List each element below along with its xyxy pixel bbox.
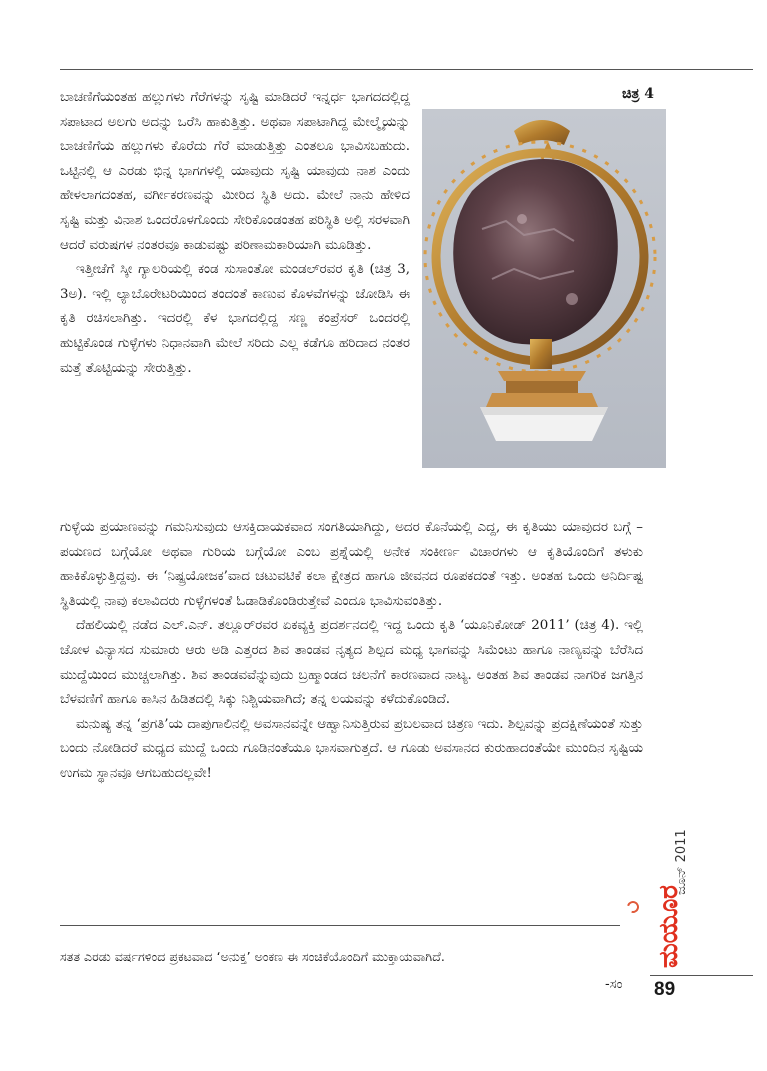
editor-note: ಸತತ ಎರಡು ವರ್ಷಗಳಿಂದ ಪ್ರಕಟವಾದ ‘ಅನುಕ್ತ’ ಅಂಕಣ ಈ ಸಂಚಿಕೆಯೊಂದಿಗೆ ಮುಕ್ತಾಯವಾಗಿದೆ.	[60, 949, 445, 964]
issue-date: ಜೂನ್ 2011	[674, 829, 689, 895]
narrow-column-text	[60, 86, 410, 381]
article-end-rule	[60, 925, 620, 926]
sculpture-illustration	[422, 109, 666, 468]
paragraph-progress-image: ಮನುಷ್ಯ ತನ್ನ ‘ಪ್ರಗತಿ’ಯ ದಾಪುಗಾಲಿನಲ್ಲಿ ಅವಸಾನವನ್ನೇ ಆಹ್ವಾನಿಸುತ್ತಿರುವ ಪ್ರಬಲವಾದ ಚಿತ್ರಣ ಇದು. ಶಿಲ್ಪವನ್ನು ಪ್ರದಕ್ಷಿಣೆಯಂತೆ ಸುತ್ತು ಬಂದು ನೋಡಿದರೆ ಮಧ್ಯದ ಮುದ್ದೆ ಒಂದು ಗೂಡಿನಂತೆಯೂ ಭಾಸವಾಗುತ್ತದೆ. ಆ ಗೂಡು ಅವಸಾನದ ಕುರುಹಾದಂತೆಯೇ ಮುಂದಿನ ಸೃಷ್ಟಿಯ ಉಗಮ ಸ್ಥಾನವೂ ಆಗಬಹುದಲ್ಲವೇ!	[60, 716, 643, 781]
page-number: 89	[654, 979, 676, 1000]
nataraja-sculpture-photo	[422, 109, 666, 468]
page-number-rule	[650, 975, 753, 976]
editor-signature: -ಸಂ	[605, 977, 623, 992]
wide-column-text	[60, 516, 643, 787]
paragraph-bubble-journey: ಗುಳ್ಳೆಯ ಪ್ರಯಾಣವನ್ನು ಗಮನಿಸುವುದು ಆಸಕ್ತಿದಾಯಕವಾದ ಸಂಗತಿಯಾಗಿದ್ದು, ಅದರ ಕೊನೆಯಲ್ಲಿ ಎದ್ದ, ಈ ಕೃತಿಯು ಯಾವುದರ ಬಗ್ಗೆ – ಪಯಣದ ಬಗ್ಗೆಯೋ ಅಥವಾ ಗುರಿಯ ಬಗ್ಗೆಯೋ ಎಂಬ ಪ್ರಶ್ನೆಯಲ್ಲಿ ಅನೇಕ ಸಂಕೀರ್ಣ ವಿಚಾರಗಳು ಆ ಕೃತಿಯೊಂದಿಗೆ ತಳುಕು ಹಾಕಿಕೊಳ್ಳುತ್ತಿದ್ದವು. ಈ ‘ನಿಷ್ಪ್ರಯೋಜಕ’ವಾದ ಚಟುವಟಿಕೆ ಕಲಾ ಕ್ಷೇತ್ರದ ಹಾಗೂ ಜೀವನದ ರೂಪಕದಂತೆ ಇತ್ತು. ಅಂತಹ ಒಂದು ಅನಿರ್ದಿಷ್ಟ ಸ್ಥಿತಿಯಲ್ಲಿ ನಾವು ಕಲಾವಿದರು ಗುಳ್ಳೆಗಳಂತೆ ಓಡಾಡಿಕೊಂಡಿರುತ್ತೇವೆ ಎಂದೂ ಭಾವಿಸುವಂತಿತ್ತು.	[60, 520, 643, 609]
paragraph-unicode-2011: ದೆಹಲಿಯಲ್ಲಿ ನಡೆದ ಎಲ್.ಎನ್. ತಲ್ಲೂರ್‌ರವರ ಏಕವ್ಯಕ್ತಿ ಪ್ರದರ್ಶನದಲ್ಲಿ ಇದ್ದ ಒಂದು ಕೃತಿ ‘ಯೂನಿಕೋಡ್ 2011’ (ಚಿತ್ರ 4). ಇಲ್ಲಿ ಚೋಳ ವಿನ್ಯಾಸದ ಸುಮಾರು ಆರು ಅಡಿ ಎತ್ತರದ ಶಿವ ತಾಂಡವ ನೃತ್ಯದ ಶಿಲ್ಪದ ಮಧ್ಯ ಭಾಗವನ್ನು ಸಿಮೆಂಟು ಹಾಗೂ ನಾಣ್ಯವನ್ನು ಬೆರೆಸಿದ ಮುದ್ದೆಯಿಂದ ಮುಚ್ಚಲಾಗಿತ್ತು. ಶಿವ ತಾಂಡವವೆನ್ನುವುದು ಬ್ರಹ್ಮಾಂಡದ ಚಲನೆಗೆ ಕಾರಣವಾದ ನಾಟ್ಯ. ಅಂತಹ ಶಿವ ತಾಂಡವ ನಾಗರಿಕ ಜಗತ್ತಿನ ಬೆಳವಣಿಗೆ ಹಾಗೂ ಕಾಸಿನ ಹಿಡಿತದಲ್ಲಿ ಸಿಕ್ಕು ನಿಶ್ಚಿಯವಾಗಿದೆ; ತನ್ನ ಲಯವನ್ನು ಕಳೆದುಕೊಂಡಿದೆ.	[60, 618, 643, 708]
magazine-masthead	[655, 820, 691, 970]
top-rule	[60, 69, 753, 70]
end-of-article-mark	[625, 899, 641, 915]
paragraph-comb-edge: ಬಾಚಣಿಗೆಯಂತಹ ಹಲ್ಲುಗಳು ಗೆರೆಗಳನ್ನು ಸೃಷ್ಟಿ ಮಾಡಿದರೆ ಇನ್ನರ್ಧ ಭಾಗದದಲ್ಲಿದ್ದ ಸಪಾಟಾದ ಅಲಗು ಅದನ್ನು ಒರೆಸಿ ಹಾಕುತ್ತಿತ್ತು. ಅಥವಾ ಸಪಾಟಾಗಿದ್ದ ಮೇಲ್ಮೈಯನ್ನು ಬಾಚಣಿಗೆಯ ಹಲ್ಲುಗಳು ಕೊರೆದು ಗೆರೆ ಮಾಡುತ್ತಿತ್ತು ಎಂತಲೂ ಭಾವಿಸಬಹುದು. ಒಟ್ಟಿನಲ್ಲಿ ಆ ಎರಡು ಭಿನ್ನ ಭಾಗಗಳಲ್ಲಿ ಯಾವುದು ಸೃಷ್ಟಿ ಯಾವುದು ನಾಶ ಎಂದು ಹೇಳಲಾಗದಂತಹ, ವರ್ಗೀಕರಣವನ್ನು ಮೀರಿದ ಸ್ಥಿತಿ ಅದು. ಮೇಲೆ ನಾನು ಹೇಳಿದ ಸೃಷ್ಟಿ ಮತ್ತು ವಿನಾಶ ಒಂದರೊಳಗೊಂದು ಸೇರಿಕೊಂಡಂತಹ ಪರಿಸ್ಥಿತಿ ಅಲ್ಲಿ ಸರಳವಾಗಿ ಆದರೆ ವರುಷಗಳ ನಂತರವೂ ಕಾಡುವಷ್ಟು ಪರಿಣಾಮಕಾರಿಯಾಗಿ ಮೂಡಿತ್ತು.	[60, 90, 410, 253]
paragraph-bubble-artwork: ಇತ್ತೀಚೆಗೆ ಸ್ಕೀ ಗ್ಯಾಲರಿಯಲ್ಲಿ ಕಂಡ ಸುಸಾಂತೋ ಮಂಡಲ್‌ರವರ ಕೃತಿ (ಚಿತ್ರ 3, 3ಅ). ಇಲ್ಲಿ ಲ್ಯಾಬೊರೇಟರಿಯಿಂದ ತಂದಂತೆ ಕಾಣುವ ಕೊಳವೆಗಳನ್ನು ಜೋಡಿಸಿ ಈ ಕೃತಿ ರಚಿಸಲಾಗಿತ್ತು. ಇದರಲ್ಲಿ ಕೆಳ ಭಾಗದಲ್ಲಿದ್ದ ಸಣ್ಣ ಕಂಪ್ರೆಸರ್ ಒಂದರಲ್ಲಿ ಹುಟ್ಟಿಕೊಂಡ ಗುಳ್ಳೆಗಳು ನಿಧಾನವಾಗಿ ಮೇಲೆ ಸರಿದು ಎಲ್ಲ ಕಡೆಗೂ ಹರಿದಾದ ನಂತರ ಮತ್ತೆ ತೊಟ್ಟಿಯನ್ನು ಸೇರುತ್ತಿತ್ತು.	[60, 262, 410, 376]
magazine-title: ಮಯೂರ	[655, 885, 684, 968]
figure-label: ಚಿತ್ರ 4	[622, 86, 655, 102]
